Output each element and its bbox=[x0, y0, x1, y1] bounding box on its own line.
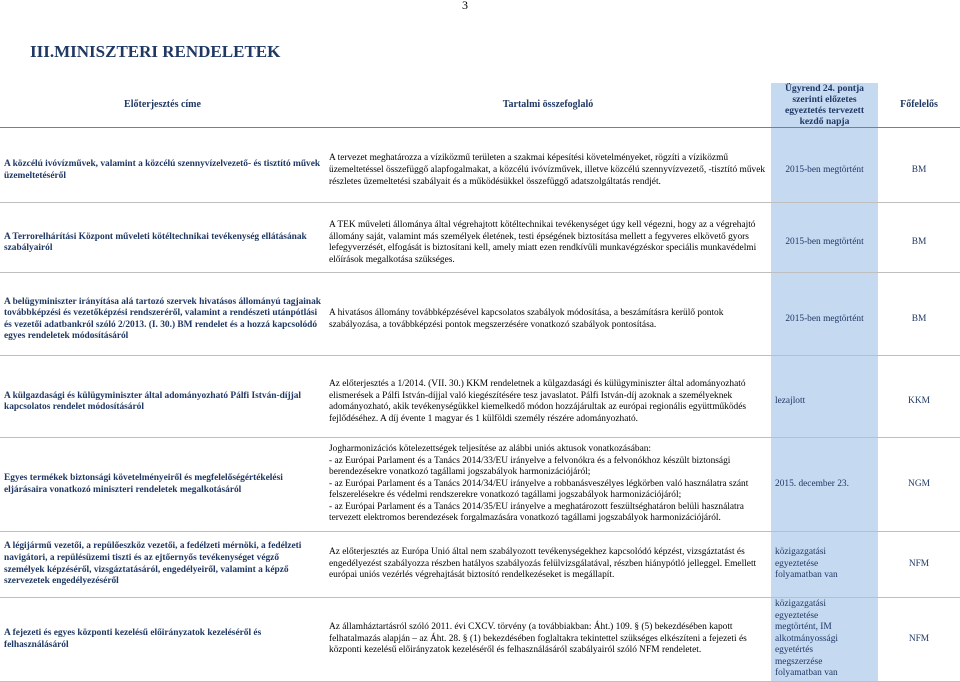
decree-summary: Az előterjesztés a 1/2014. (VII. 30.) KKM rendeletnek a külgazdasági és külügyminiszter által adományozható elismerések a Pálfi István-díjjal való kiegészítésére tesz javaslatot. Pálfi István-díj azoknak a személyeknek adományozható, akik tevékenységükkel kiemelkedő módon hozzájárultak az európai regionális együttműködés fejlődéséhez. A díj évente 1 magyar és 1 külföldi személy részére adományozható. bbox=[325, 368, 771, 438]
decree-summary: A hivatásos állomány továbbképzésével kapcsolatos szabályok módosítása, a beszámításra kerülő pontok szabályozása, a továbbképzési pontok megszerzésére vonatkozó szabályok pontosítása. bbox=[325, 285, 771, 355]
decree-title: Egyes termékek biztonsági követelményeiről és megfelelőségértékelési eljárásaira vonatkozó miniszteri rendeletek megalkotásáról bbox=[0, 438, 325, 532]
deadline-line: alkotmányossági bbox=[775, 633, 839, 644]
section-heading: III.MINISZTERI RENDELETEK bbox=[30, 42, 281, 61]
deadline-line: egyetértés bbox=[775, 645, 813, 656]
decree-deadline bbox=[771, 215, 878, 273]
table-row bbox=[0, 598, 960, 682]
table-row bbox=[0, 532, 960, 598]
summary-line: - az Európai Parlament és a Tanács 2014/35/EU irányelve a meghatározott feszültséghatáron belüli használatra tervezett elektromos berendezések forgalmazására vonatkozó tagállami jogszabályok harmonizációjáról. bbox=[329, 501, 744, 524]
decree-summary: Az előterjesztés az Európa Unió által nem szabályozott tevékenységekhez kapcsolódó képzést, vizsgáztatást és engedélyezést szabályozza részben hatályos szabályozás felülvizsgálatával, részben hiánypótló jelleggel. Emellett európai uniós vezérlés végrehajtását biztosító rendelkezéseket is megállapít. bbox=[325, 532, 771, 598]
table-row bbox=[0, 285, 960, 355]
decree-summary: Az államháztartásról szóló 2011. évi CXCV. törvény (a továbbiakban: Áht.) 109. § (5) bekezdésében kapott felhatalmazás alapján – az Áht. 28. § (1) bekezdésében foglaltakra tekintettel szükséges elkészíteni a fejezeti és központi kezelésű előirányzatok kezeléséről és felhasználásáról szabályairól szóló NFM rendeletet. bbox=[325, 598, 771, 682]
decree-summary bbox=[325, 438, 771, 532]
decree-responsible: NFM bbox=[878, 532, 960, 598]
decree-deadline bbox=[771, 438, 878, 532]
column-header-deadline-line: kezdő napja bbox=[799, 116, 850, 127]
table-row bbox=[0, 368, 960, 438]
table-row bbox=[0, 215, 960, 273]
decree-deadline bbox=[771, 285, 878, 355]
decree-title: A Terrorelhárítási Központ műveleti kötéltechnikai tevékenység ellátásának szabályairól bbox=[0, 215, 325, 273]
deadline-text: 2015-ben megtörtént bbox=[785, 313, 864, 324]
summary-line: - az Európai Parlament és a Tanács 2014/33/EU irányelve a felvonókra és a felvonókhoz készült biztonsági berendezésekre vonatkozó tagállami jogszabályok harmonizációjáról; bbox=[329, 455, 731, 478]
column-header-deadline-line: szerinti előzetes bbox=[792, 94, 857, 105]
decree-table bbox=[0, 83, 960, 682]
deadline-line: megtörtént, IM bbox=[775, 622, 832, 633]
column-header-responsible: Főfelelős bbox=[878, 83, 960, 128]
table-row bbox=[0, 438, 960, 532]
decree-deadline bbox=[771, 598, 878, 682]
deadline-line: egyeztetése bbox=[775, 610, 819, 621]
decree-title: A légijármű vezetői, a repülőeszköz vezetői, a fedélzeti mérnöki, a fedélzeti navigátori, a repülésüzemi tiszti és az ejtőernyős tevékenységet végző személyek képzéséről, vizsgáztatásáról, engedélyeiről, valamint a képző szervezetek engedélyezéséről bbox=[0, 532, 325, 598]
summary-line: Jogharmonizációs kötelezettségek teljesítése az alábbi uniós aktusok vonatkozásában: bbox=[329, 443, 652, 454]
page-number: 3 bbox=[462, 0, 468, 12]
deadline-line: közigazgatási bbox=[775, 547, 827, 558]
decree-responsible: BM bbox=[878, 140, 960, 202]
decree-title: A közcélú ivóvízművek, valamint a közcélú szennyvízelvezető- és tisztító művek üzemeltetéséről bbox=[0, 140, 325, 202]
decree-responsible: KKM bbox=[878, 368, 960, 438]
column-header-deadline bbox=[771, 83, 878, 128]
decree-summary: A TEK műveleti állománya által végrehajtott kötéltechnikai tevékenységet úgy kell végezni, hogy az a végrehajtó állomány saját, valamint más személyek életének, testi épségének biztosítása mellett a fegyveres elkövető gyors lefegyverzését, elfogását is biztosítani kell, amely miatt ezen rendkívüli munkavégzéskor speciális munkavédelmi előírások megalkotása szükséges. bbox=[325, 215, 771, 273]
decree-responsible: NGM bbox=[878, 438, 960, 532]
deadline-text: 2015-ben megtörtént bbox=[785, 237, 864, 248]
deadline-line: közigazgatási bbox=[775, 598, 827, 609]
deadline-line: folyamatban van bbox=[775, 668, 838, 679]
decree-title: A külgazdasági és külügyminiszter által adományozható Pálfi István-díjjal kapcsolatos rendelet módosításáról bbox=[0, 368, 325, 438]
column-header-summary: Tartalmi összefoglaló bbox=[325, 83, 771, 128]
decree-responsible: BM bbox=[878, 285, 960, 355]
decree-responsible: NFM bbox=[878, 598, 960, 682]
summary-line: - az Európai Parlament és a Tanács 2014/34/EU irányelve a robbanásveszélyes légkörben való használatra szánt felszerelésekre és védelmi rendszerekre vonatkozó tagállami jogszabályok harmonizációjáról; bbox=[329, 478, 749, 501]
decree-title: A fejezeti és egyes központi kezelésű előirányzatok kezeléséről és felhasználásáról bbox=[0, 598, 325, 682]
deadline-text: 2015. december 23. bbox=[775, 478, 849, 489]
table-row bbox=[0, 140, 960, 202]
decree-responsible: BM bbox=[878, 215, 960, 273]
deadline-line: megszerzése bbox=[775, 656, 823, 667]
column-header-deadline-line: egyeztetés tervezett bbox=[784, 105, 865, 116]
deadline-text: lezajlott bbox=[775, 396, 806, 407]
decree-summary: A tervezet meghatározza a víziközmű területen a szakmai képesítési követelményeket, rögzíti a víziközmű üzemeltetéssel összefüggő alapfogalmakat, a közcélú ivóvízművek, illetve közcélú szennyvízvezető, -tisztító művek részletes üzemeltetési szabályait és a működésükkel összefüggő adatszolgáltatás rendjét. bbox=[325, 140, 771, 202]
column-header-title: Előterjesztés címe bbox=[0, 83, 325, 128]
decree-deadline bbox=[771, 368, 878, 438]
decree-deadline bbox=[771, 532, 878, 598]
table-header-row bbox=[0, 83, 960, 128]
decree-title: A belügyminiszter irányítása alá tartozó szervek hivatásos állományú tagjainak továbbképzési és vezetőképzési rendszeréről, valamint a rendészeti utánpótlási és vezetői adatbankról szóló 2/2013. (I. 30.) BM rendelet és a hozzá kapcsolódó egyes rendeletek módosításáról bbox=[0, 285, 325, 355]
deadline-line: folyamatban van bbox=[775, 570, 838, 581]
deadline-line: egyeztetése bbox=[775, 558, 819, 569]
column-header-deadline-line: Ügyrend 24. pontja bbox=[785, 83, 864, 94]
deadline-text: 2015-ben megtörtént bbox=[785, 164, 864, 175]
decree-deadline bbox=[771, 140, 878, 202]
